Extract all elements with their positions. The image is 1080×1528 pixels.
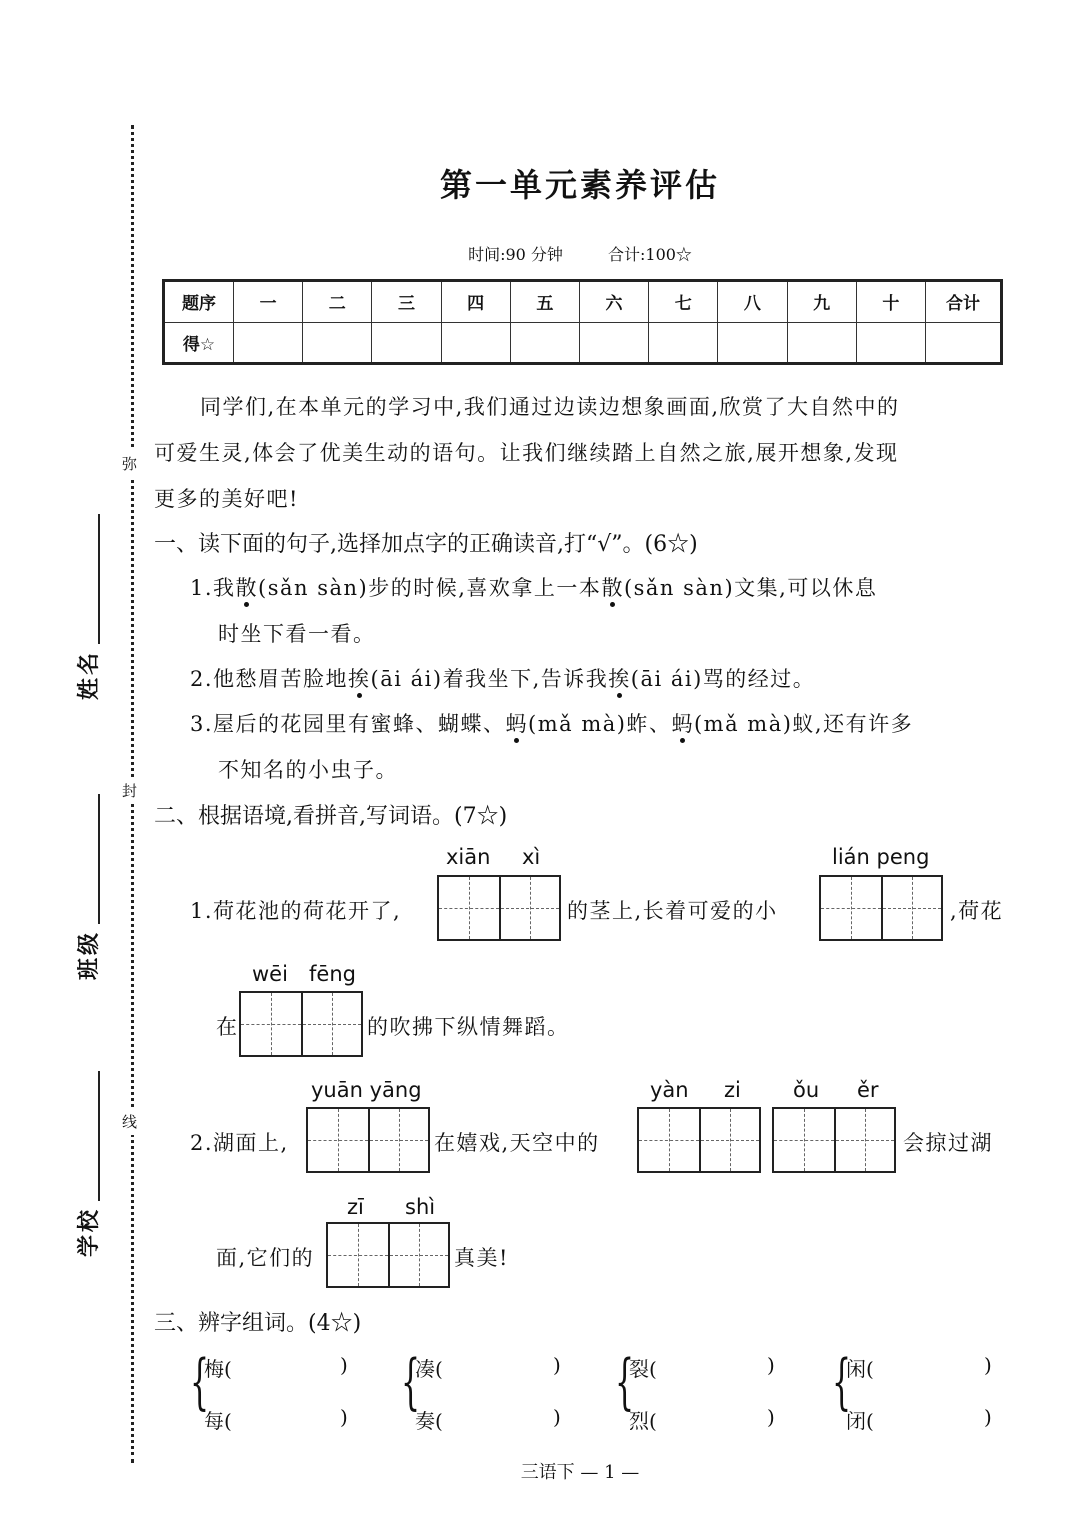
school-blank[interactable] — [76, 1071, 100, 1201]
section1-q1-line2: 时坐下看一看。 — [218, 622, 376, 646]
section1-heading: 一、读下面的句子,选择加点字的正确读音,打“√”。(6☆) — [154, 532, 698, 557]
writing-box-yuanyang[interactable] — [306, 1107, 430, 1173]
pair-char: 闭( — [846, 1409, 874, 1433]
pinyin-ou: ǒu — [793, 1078, 820, 1102]
score-col: 八 — [718, 281, 787, 323]
q3-text[interactable]: (mǎ mà)蚁,还有许多 — [693, 712, 914, 736]
binding-mark-feng: 封 — [122, 777, 137, 804]
score-col: 七 — [649, 281, 718, 323]
pair-close: ) — [984, 1405, 992, 1429]
total-score: 合计:100☆ — [608, 245, 692, 264]
pair-char: 奏( — [415, 1409, 443, 1433]
word-pair-top[interactable] — [846, 1353, 992, 1382]
writing-box-zishi[interactable] — [326, 1222, 450, 1288]
q2-2-text-e: 真美! — [454, 1246, 509, 1270]
intro-line: 可爱生灵,体会了优美生动的语句。让我们继续踏上自然之旅,展开想象,发现 — [154, 441, 899, 465]
pinyin-wei: wēi — [252, 962, 288, 986]
class-blank[interactable] — [76, 794, 100, 924]
word-pair-bottom[interactable] — [846, 1405, 992, 1434]
score-cell[interactable] — [372, 322, 441, 364]
school-field[interactable] — [72, 1071, 103, 1257]
pinyin-lianpeng: lián peng — [832, 845, 930, 869]
pair-char: 每( — [204, 1409, 232, 1433]
section3-heading: 三、辨字组词。(4☆) — [154, 1311, 362, 1336]
score-cell[interactable] — [926, 322, 1002, 364]
q1-text[interactable]: (sǎn sàn)步的时候,喜欢拿上一本 — [258, 576, 602, 600]
q2-2-text-c: 会掠过湖 — [903, 1131, 993, 1155]
pinyin-zi: zi — [724, 1078, 741, 1102]
q3-text: 3.屋后的花园里有蜜蜂、蝴蝶、 — [190, 712, 506, 736]
q1-dotted-char: 散 — [601, 576, 624, 600]
score-cell[interactable] — [856, 322, 925, 364]
name-blank[interactable] — [76, 514, 100, 644]
page-footer: 三语下 — 1 — — [520, 1462, 640, 1483]
score-col: 六 — [579, 281, 648, 323]
section1-q3-line1 — [190, 708, 913, 738]
score-cell[interactable] — [787, 322, 856, 364]
word-pair-bottom[interactable] — [629, 1405, 775, 1434]
word-pair-bottom[interactable] — [204, 1405, 348, 1434]
score-col: 九 — [787, 281, 856, 323]
word-pair-top[interactable] — [204, 1353, 348, 1382]
pair-char: 裂( — [629, 1357, 657, 1381]
brace-icon: { — [615, 1347, 635, 1417]
q2-2-text-b: 在嬉戏,天空中的 — [434, 1131, 600, 1155]
score-cell[interactable] — [649, 322, 718, 364]
pair-close: ) — [340, 1405, 348, 1429]
time-limit: 时间:90 分钟 — [468, 245, 563, 264]
intro-line: 更多的美好吧! — [154, 487, 299, 511]
q1-text[interactable]: (sǎn sàn)文集,可以休息 — [623, 576, 878, 600]
q2-1-text-c: ,荷花 — [950, 899, 1004, 923]
intro-line: 同学们,在本单元的学习中,我们通过边读边想象画面,欣赏了大自然中的 — [200, 395, 900, 419]
word-pair-bottom[interactable] — [415, 1405, 561, 1434]
q2-1-text-b: 的茎上,长着可爱的小 — [567, 899, 778, 923]
section1-q2 — [190, 663, 815, 693]
score-cell[interactable] — [718, 322, 787, 364]
score-table-header-row — [164, 281, 1002, 323]
q3-dotted-char: 蚂 — [505, 712, 529, 736]
q3-dotted-char: 蚂 — [671, 712, 694, 736]
q2-text[interactable]: (āi ái)着我坐下,告诉我 — [370, 667, 609, 691]
word-pair-top[interactable] — [629, 1353, 775, 1382]
pair-close: ) — [553, 1405, 561, 1429]
q2-1-text-d: 在 — [216, 1015, 239, 1039]
pinyin-yan: yàn — [650, 1078, 689, 1102]
pair-close: ) — [340, 1353, 348, 1377]
score-col: 十 — [856, 281, 925, 323]
score-col: 三 — [372, 281, 441, 323]
score-cell[interactable] — [510, 322, 579, 364]
writing-box-weifeng[interactable] — [239, 991, 363, 1057]
score-row-label: 得☆ — [164, 322, 234, 364]
q2-dotted-char: 挨 — [348, 667, 371, 691]
class-field[interactable] — [72, 794, 103, 980]
score-cell[interactable] — [234, 322, 303, 364]
writing-box-yanzi[interactable] — [637, 1107, 761, 1173]
pinyin-xi: xì — [522, 845, 541, 869]
score-col-total: 合计 — [926, 281, 1002, 323]
pair-char: 梅( — [204, 1357, 232, 1381]
score-col: 四 — [441, 281, 510, 323]
score-col: 五 — [510, 281, 579, 323]
q3-text[interactable]: (mǎ mà)蚱、 — [528, 712, 672, 736]
q2-dotted-char: 挨 — [608, 667, 631, 691]
q2-1-text-a: 1.荷花池的荷花开了, — [190, 899, 402, 923]
score-table — [162, 279, 1003, 365]
pair-char: 烈( — [629, 1409, 657, 1433]
score-cell[interactable] — [303, 322, 372, 364]
score-cell[interactable] — [579, 322, 648, 364]
exam-meta — [0, 242, 1080, 265]
q1-dotted-char: 散 — [235, 576, 259, 600]
name-field[interactable] — [72, 514, 103, 700]
writing-box-xianxi[interactable] — [437, 875, 561, 941]
pinyin-yuanyang: yuān yāng — [311, 1078, 422, 1102]
brace-icon: { — [401, 1347, 421, 1417]
pinyin-shi: shì — [405, 1195, 436, 1219]
pinyin-zi2: zī — [347, 1195, 364, 1219]
score-col: 二 — [303, 281, 372, 323]
pair-char: 凑( — [415, 1357, 443, 1381]
score-col: 一 — [234, 281, 303, 323]
q2-2-text-a: 2.湖面上, — [190, 1131, 289, 1155]
word-pair-top[interactable] — [415, 1353, 561, 1382]
pinyin-xian: xiān — [446, 845, 491, 869]
writing-box-lianpeng[interactable] — [819, 875, 943, 941]
class-label: 班级 — [77, 929, 102, 980]
brace-icon: { — [832, 1347, 852, 1417]
writing-box-ouer[interactable] — [772, 1107, 896, 1173]
section1-q3-line2: 不知名的小虫子。 — [218, 758, 398, 782]
pair-close: ) — [984, 1353, 992, 1377]
q2-2-text-d: 面,它们的 — [216, 1246, 315, 1270]
section2-heading: 二、根据语境,看拼音,写词语。(7☆) — [154, 804, 508, 829]
pinyin-er: ěr — [857, 1078, 879, 1102]
brace-icon: { — [190, 1347, 210, 1417]
binding-mark-mi: 弥 — [122, 450, 137, 477]
pinyin-feng: fēng — [309, 962, 356, 986]
pair-close: ) — [767, 1405, 775, 1429]
q2-text[interactable]: (āi ái)骂的经过。 — [630, 667, 816, 691]
q2-1-text-e: 的吹拂下纵情舞蹈。 — [367, 1015, 570, 1039]
page-title: 第一单元素养评估 — [439, 166, 720, 204]
pair-close: ) — [767, 1353, 775, 1377]
score-cell[interactable] — [441, 322, 510, 364]
q1-text: 1.我 — [190, 576, 236, 600]
section1-q1-line1 — [190, 572, 877, 602]
name-label: 姓名 — [77, 649, 102, 700]
score-table-score-row — [164, 322, 1002, 364]
binding-mark-xian: 线 — [122, 1108, 137, 1135]
score-row-label: 题序 — [164, 281, 234, 323]
school-label: 学校 — [77, 1206, 102, 1257]
q2-text: 2.他愁眉苦脸地 — [190, 667, 349, 691]
pair-close: ) — [553, 1353, 561, 1377]
pair-char: 闲( — [846, 1357, 874, 1381]
